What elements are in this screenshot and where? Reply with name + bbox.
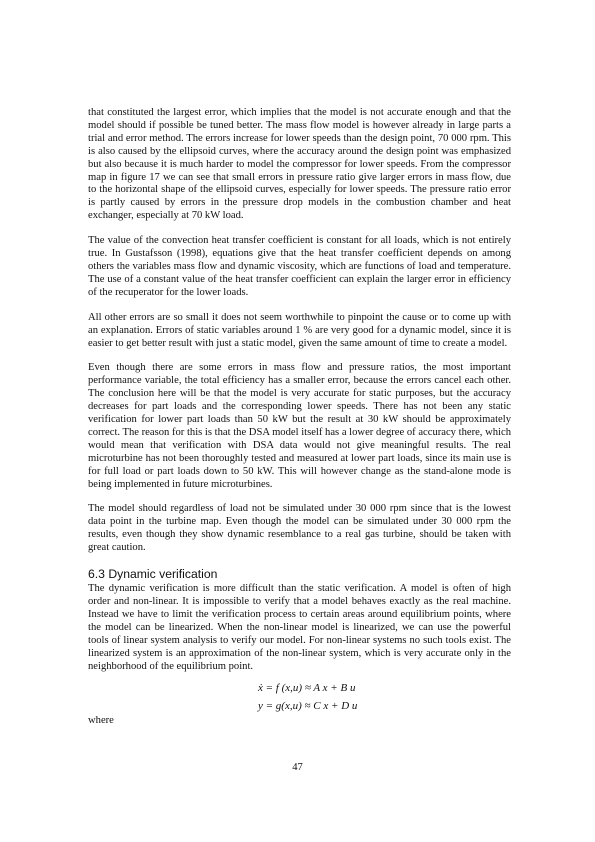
paragraph-3: All other errors are so small it does not seem worthwhile to pinpoint the cause or to come up with an explanation. Errors of static variables around 1 % are very good for a dynamic model, since it is easier to get better result with just a static model, given the same amount of time to create a model. [88, 311, 511, 349]
where-label: where [88, 715, 114, 727]
paragraph-2: The value of the convection heat transfer coefficient is constant for all loads, which is not entirely true. In Gustafsson (1998), equations give that the heat transfer coefficient depends on among others the variables mass flow and dynamic viscosity, which are functions of load and temperature. The use of a constant value of the heat transfer coefficient can explain the larger error in efficiency of the recuperator for the lower loads. [88, 235, 511, 298]
page-body [88, 107, 511, 728]
output-equation: y = g(x,u) ≈ C x + D u [258, 700, 358, 713]
state-equation: ẋ = f (x,u) ≈ A x + B u [258, 682, 356, 695]
page-number: 47 [292, 762, 303, 773]
section-heading: 6.3 Dynamic verification [88, 567, 218, 582]
equation-block [88, 679, 511, 715]
paragraph-1: that constituted the largest error, which implies that the model is not accurate enough and that the model should if possible be tuned better. The mass flow model is however already in large parts a trial and error method. The errors increase for lower speeds than the design point, 70 000 rpm. This is also caused by the ellipsoid curves, where the accuracy around the design point was emphasized but also because it is much harder to model the compressor for lower speeds. From the compressor map in figure 17 we can see that small errors in pressure ratio give larger errors in mass flow, due to the horizontal shape of the ellipsoid curves, especially for lower speeds. The pressure ratio error is partly caused by errors in the pressure drop models in the combustion chamber and heat exchanger, especially at 70 kW load. [88, 107, 511, 222]
paragraph-5: The model should regardless of load not be simulated under 30 000 rpm since that is the lowest data point in the turbine map. Even though the model can be simulated under 30 000 rpm the results, even though they show dynamic resemblance to a real gas turbine, should be taken with great caution. [88, 503, 511, 554]
paragraph-4: Even though there are some errors in mass flow and pressure ratios, the most important performance variable, the total efficiency has a smaller error, because the errors cancel each other. The conclusion here will be that the model is very accurate for static purposes, but the accuracy decreases for part loads and the corresponding lower speeds. There has not been any static verification for lower part loads than 50 kW but the result at 30 kW should be approximately correct. The reason for this is that the DSA model itself has a lower degree of accuracy there, which would mean that verification with DSA data would not give meaningful results. The real microturbine has not been thoroughly tested and measured at lower part loads, since its main use is for full load or part loads down to 50 kW. This will however change as the stand-alone mode is being implemented in future microturbines. [88, 362, 511, 490]
section-paragraph: The dynamic verification is more difficult than the static verification. A model is often of high order and non-linear. It is impossible to verify that a model behaves exactly as the real machine. Instead we have to limit the verification process to certain areas around equilibrium points, where the model can be linearized. When the non-linear model is linearized, we can use the powerful tools of linear system analysis to verify our model. For non-linear systems no such tools exist. The linearized system is an approximation of the non-linear system, which is very accurate only in the neighborhood of the equilibrium point. [88, 583, 511, 672]
